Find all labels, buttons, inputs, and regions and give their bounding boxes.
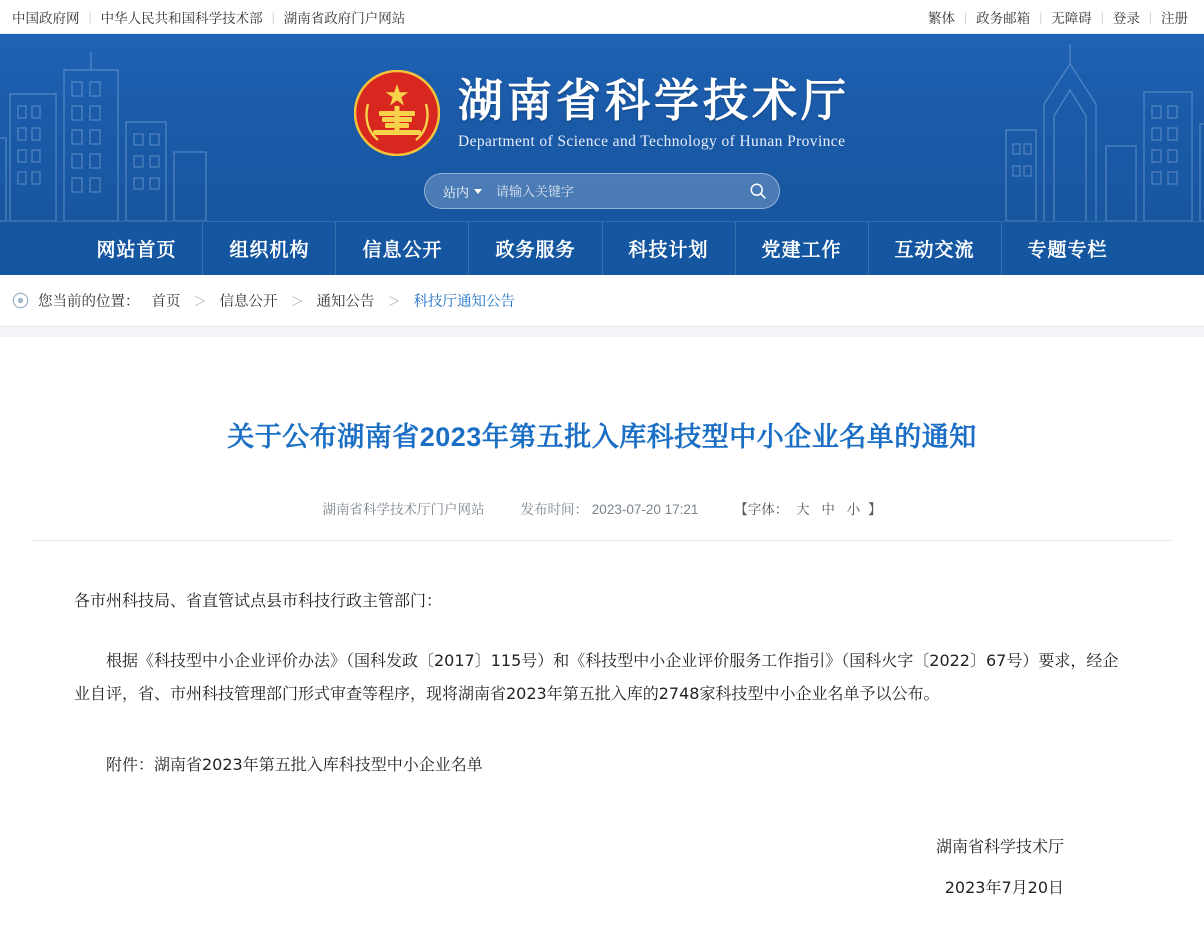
breadcrumb-arrow: ＞ (290, 294, 304, 309)
top-separator: | (1039, 9, 1043, 24)
top-link-register[interactable]: 注册 (1161, 10, 1188, 26)
nav-item-special[interactable]: 专题专栏 (1001, 222, 1134, 275)
top-right-links (928, 7, 1188, 27)
site-title-cn: 湖南省科学技术厅 (457, 74, 850, 126)
top-separator: | (1100, 9, 1104, 24)
breadcrumb-item-notice[interactable]: 通知公告 (316, 294, 375, 310)
top-link-bar (0, 0, 1204, 34)
article-publish-time (521, 498, 699, 518)
article-paragraph-salutation: 各市州科技局、省直管试点县市科技行政主管部门： (74, 590, 443, 610)
breadcrumb-item-home[interactable]: 首页 (151, 294, 181, 310)
breadcrumb (0, 275, 1204, 327)
publish-label: 发布时间： (520, 501, 589, 517)
top-link-accessibility[interactable]: 无障碍 (1051, 10, 1092, 26)
article-source: 湖南省科学技术厅门户网站 (322, 501, 485, 517)
breadcrumb-arrow: ＞ (387, 294, 401, 309)
nav-item-interact[interactable]: 互动交流 (868, 222, 1001, 275)
top-separator: | (88, 9, 92, 24)
top-separator: | (271, 9, 275, 24)
page-title: 关于公布湖南省2023年第五批入库科技型中小企业名单的通知 (227, 422, 977, 453)
top-left-links (12, 7, 405, 27)
article-attachment: 附件：湖南省2023年第五批入库科技型中小企业名单 (106, 754, 483, 774)
search-button[interactable] (743, 176, 773, 206)
nav-item-org[interactable]: 组织机构 (202, 222, 335, 275)
nav-item-plan[interactable]: 科技计划 (602, 222, 735, 275)
signature-org: 湖南省科学技术厅 (935, 836, 1064, 856)
article-body (32, 541, 1172, 909)
search-icon (749, 181, 767, 201)
top-link-gov-cn[interactable]: 中国政府网 (12, 10, 80, 26)
site-header-banner (0, 34, 1204, 221)
nav-item-home[interactable]: 网站首页 (96, 240, 177, 261)
top-link-mail[interactable]: 政务邮箱 (976, 10, 1031, 26)
top-separator: | (964, 9, 968, 24)
article-signature (74, 826, 1130, 909)
site-logo-row[interactable] (354, 70, 850, 156)
article (32, 337, 1172, 909)
font-size-small[interactable]: 小 (846, 501, 861, 517)
top-separator: | (1148, 9, 1152, 24)
search-scope-label: 站内 (443, 184, 470, 200)
top-link-login[interactable]: 登录 (1112, 10, 1140, 26)
search-bar[interactable] (424, 173, 780, 209)
font-size-control (734, 498, 881, 518)
breadcrumb-item-current[interactable]: 科技厅通知公告 (413, 294, 516, 310)
top-link-most[interactable]: 中华人民共和国科学技术部 (100, 10, 263, 26)
main-navigation (0, 221, 1204, 275)
font-size-large[interactable]: 大 (796, 501, 810, 517)
article-paragraph-main: 根据《科技型中小企业评价办法》（国科发政〔2017〕115号）和《科技型中小企业评价服务工作指引》（国科火字〔2022〕67号）要求，经企业自评，省、市州科技管理部门形式审查等程序，现将湖南省2023年第五批入库的2748家科技型中小企业名单予以公布。 (74, 651, 1119, 704)
top-link-hunan-gov[interactable]: 湖南省政府门户网站 (283, 10, 406, 26)
nav-item-party[interactable]: 党建工作 (735, 222, 868, 275)
search-input[interactable] (494, 183, 743, 200)
article-meta (32, 498, 1172, 541)
site-title-en: Department of Science and Technology of Hunan Province (457, 133, 846, 151)
font-size-medium[interactable]: 中 (821, 501, 835, 517)
top-link-traditional[interactable]: 繁体 (928, 10, 955, 26)
nav-item-services[interactable]: 政务服务 (468, 222, 601, 275)
chevron-down-icon (474, 189, 482, 194)
breadcrumb-arrow: ＞ (193, 294, 207, 309)
national-emblem-icon (354, 70, 440, 156)
search-scope-selector[interactable] (443, 182, 482, 201)
breadcrumb-item-info[interactable]: 信息公开 (219, 294, 278, 310)
breadcrumb-label: 您当前的位置： (38, 294, 140, 310)
publish-value: 2023-07-20 17:21 (591, 501, 699, 517)
signature-date: 2023年7月20日 (944, 878, 1064, 898)
font-size-label-close: 】 (867, 501, 882, 517)
nav-item-info[interactable]: 信息公开 (335, 222, 468, 275)
font-size-label: 【字体： (734, 501, 789, 517)
content-panel (0, 337, 1204, 930)
location-pin-icon (12, 292, 29, 309)
